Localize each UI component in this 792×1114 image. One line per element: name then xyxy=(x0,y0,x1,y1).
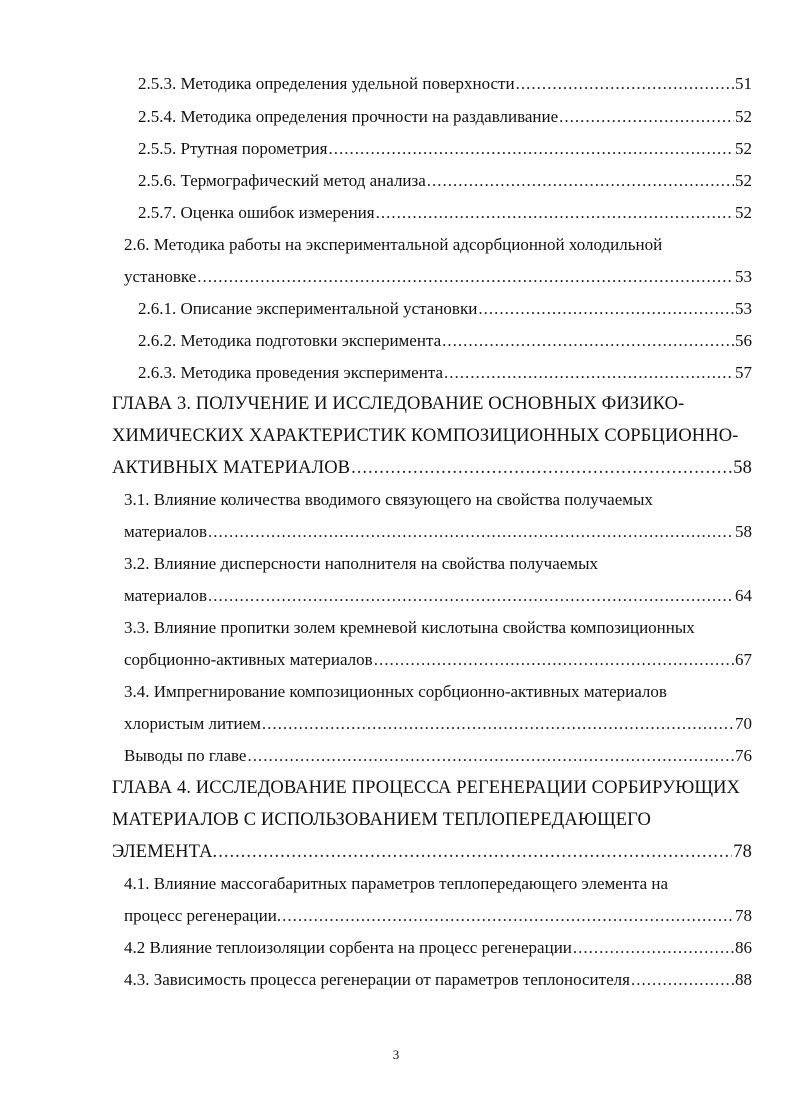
toc-page-number: 53 xyxy=(735,267,752,286)
toc-line xyxy=(112,777,740,799)
toc-line xyxy=(138,138,752,160)
toc-line xyxy=(124,266,752,288)
toc-page-number: 86 xyxy=(735,938,752,957)
toc-line xyxy=(138,170,752,192)
toc-line xyxy=(138,362,752,384)
toc-page-number: 58 xyxy=(735,522,752,541)
dot-leader xyxy=(516,73,734,95)
toc-line xyxy=(124,969,752,991)
toc-page-number: 78 xyxy=(733,842,752,862)
toc-entry-title: ЭЛЕМЕНТА. xyxy=(112,842,218,862)
toc-line xyxy=(138,298,752,320)
toc-entry-title: 2.6.3. Методика проведения эксперимента xyxy=(138,363,444,382)
toc-line xyxy=(124,745,752,767)
toc-page-number: 52 xyxy=(735,203,752,222)
dot-leader xyxy=(376,202,734,224)
toc-line xyxy=(124,617,695,639)
toc-entry-title: 4.2 Влияние теплоизоляции сорбента на процесс регенерации xyxy=(124,938,572,957)
toc-line xyxy=(112,809,651,831)
toc-line xyxy=(124,553,598,575)
dot-leader xyxy=(247,745,734,767)
toc-entry-title: 2.5.7. Оценка ошибок измерения xyxy=(138,203,375,222)
toc-entry-title: сорбционно-активных материалов xyxy=(124,650,373,669)
toc-line xyxy=(138,202,752,224)
page-number: 3 xyxy=(392,1047,400,1062)
toc-entry-title: ХИМИЧЕСКИХ ХАРАКТЕРИСТИК КОМПОЗИЦИОННЫХ СОРБЦИОННО- xyxy=(112,426,739,446)
toc-entry-title: 2.6.1. Описание экспериментальной установки xyxy=(138,299,478,318)
toc-line xyxy=(124,905,752,927)
toc-line xyxy=(124,585,752,607)
toc-line xyxy=(124,873,668,895)
toc-page-number: 58 xyxy=(733,458,752,478)
toc-page-number: 76 xyxy=(735,746,752,765)
toc-entry-title: Выводы по главе xyxy=(124,746,247,765)
dot-leader xyxy=(427,170,734,192)
toc-line xyxy=(112,393,684,415)
dot-leader xyxy=(282,905,734,927)
dot-leader xyxy=(374,649,734,671)
toc-entry-title: 2.6.2. Методика подготовки эксперимента xyxy=(138,331,442,350)
dot-leader xyxy=(328,138,734,160)
toc-page-number: 52 xyxy=(735,107,752,126)
toc-entry-title: 2.5.3. Методика определения удельной поверхности xyxy=(138,74,515,93)
toc-entry-title: материалов xyxy=(124,522,208,541)
toc-page-number: 52 xyxy=(735,171,752,190)
dot-leader xyxy=(262,713,734,735)
toc-page-number: 51 xyxy=(735,74,752,93)
toc-line xyxy=(138,73,752,95)
toc-entry-title: 2.5.5. Ртутная порометрия xyxy=(138,139,328,158)
toc-entry-title: хлористым литием xyxy=(124,714,261,733)
toc-line xyxy=(124,713,752,735)
dot-leader xyxy=(631,969,734,991)
dot-leader xyxy=(444,362,734,384)
toc-page-number: 57 xyxy=(735,363,752,382)
toc-line xyxy=(124,649,752,671)
dot-leader xyxy=(218,841,732,863)
toc-page-number: 70 xyxy=(735,714,752,733)
toc-entry-title: 3.3. Влияние пропитки золем кремневой кислотына свойства композиционных xyxy=(124,618,695,637)
toc-entry-title: 2.5.4. Методика определения прочности на раздавливание xyxy=(138,107,559,126)
toc-line xyxy=(124,521,752,543)
toc-entry-title: ГЛАВА 3. ПОЛУЧЕНИЕ И ИССЛЕДОВАНИЕ ОСНОВНЫХ ФИЗИКО- xyxy=(112,394,685,414)
toc-entry-title: 4.1. Влияние массогабаритных параметров теплопередающего элемента на xyxy=(124,874,669,893)
toc-entry-title: 2.6. Методика работы на экспериментальной адсорбционной холодильной xyxy=(124,235,663,254)
toc-entry-title: 4.3. Зависимость процесса регенерации от параметров теплоносителя xyxy=(124,970,630,989)
toc-line xyxy=(124,489,653,511)
dot-leader xyxy=(442,330,734,352)
toc-line xyxy=(124,937,752,959)
toc-line xyxy=(124,234,662,256)
dot-leader xyxy=(208,521,734,543)
dot-leader xyxy=(351,457,732,479)
toc-page-number: 88 xyxy=(735,970,752,989)
toc-line xyxy=(124,681,667,703)
toc-line xyxy=(138,330,752,352)
toc-page-number: 53 xyxy=(735,299,752,318)
toc-line xyxy=(112,457,752,479)
toc-entry-title: 3.4. Импрегнирование композиционных сорбционно-активных материалов xyxy=(124,682,667,701)
toc-entry-title: ГЛАВА 4. ИССЛЕДОВАНИЕ ПРОЦЕССА РЕГЕНЕРАЦИИ СОРБИРУЮЩИХ xyxy=(112,778,741,798)
toc-entry-title: материалов xyxy=(124,586,208,605)
dot-leader xyxy=(559,106,734,128)
toc-page-number: 67 xyxy=(735,650,752,669)
dot-leader xyxy=(197,266,734,288)
toc-page-number: 64 xyxy=(735,586,752,605)
toc-entry-title: процесс регенерации. xyxy=(124,906,282,925)
dot-leader xyxy=(208,585,734,607)
toc-entry-title: 3.1. Влияние количества вводимого связующего на свойства получаемых xyxy=(124,490,653,509)
toc-entry-title: АКТИВНЫХ МАТЕРИАЛОВ xyxy=(112,458,351,478)
toc-page-number: 56 xyxy=(735,331,752,350)
toc-line xyxy=(112,425,738,447)
dot-leader xyxy=(573,937,734,959)
toc-line xyxy=(138,106,752,128)
toc-entry-title: 2.5.6. Термографический метод анализа xyxy=(138,171,426,190)
toc-entry-title: МАТЕРИАЛОВ С ИСПОЛЬЗОВАНИЕМ ТЕПЛОПЕРЕДАЮЩЕГО xyxy=(112,810,651,830)
toc-page-number: 78 xyxy=(735,906,752,925)
dot-leader xyxy=(478,298,734,320)
toc-entry-title: установке xyxy=(124,267,197,286)
toc-entry-title: 3.2. Влияние дисперсности наполнителя на свойства получаемых xyxy=(124,554,598,573)
toc-line xyxy=(112,841,752,863)
toc-page-number: 52 xyxy=(735,139,752,158)
